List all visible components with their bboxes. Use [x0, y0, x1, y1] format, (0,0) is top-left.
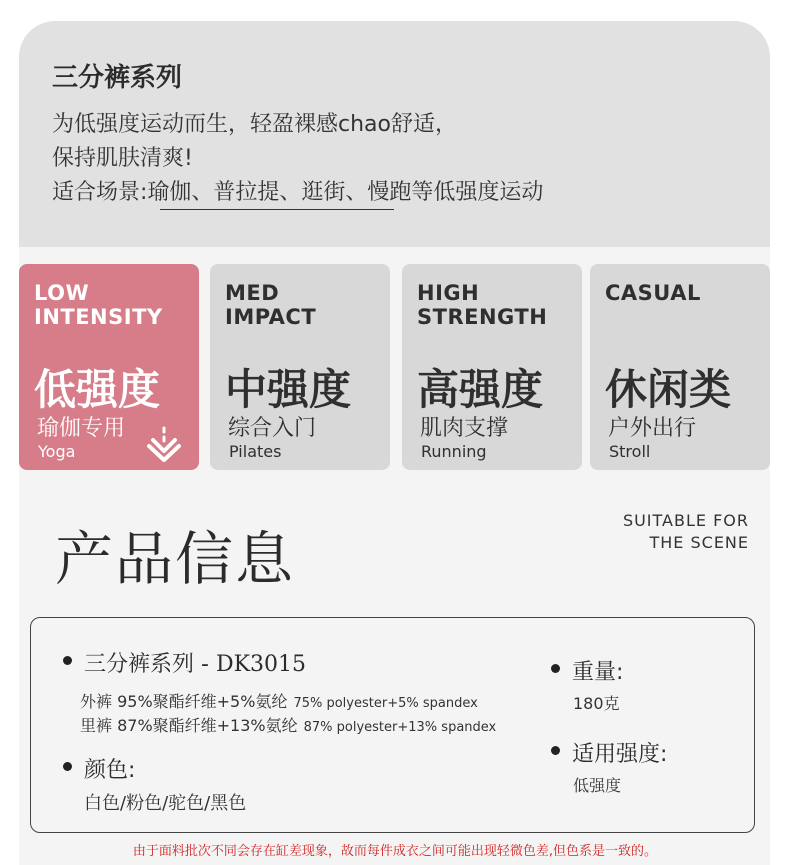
card-english-label: MED IMPACT	[225, 281, 317, 329]
series-header-panel	[19, 21, 770, 247]
card-subtitle: 综合入门	[228, 416, 317, 441]
card-subtitle: 肌肉支撑	[420, 416, 509, 441]
card-chinese-label: 低强度	[34, 365, 161, 414]
color-disclaimer: 由于面料批次不同会存在缸差现象，故而每件成衣之间可能出现轻微色差,但色系是一致的。	[132, 844, 658, 859]
product-info-heading: 产品信息	[55, 525, 296, 593]
color-label: 颜色:	[84, 758, 136, 783]
suitable-line-2: THE SCENE	[649, 533, 749, 552]
card-english-label: LOW INTENSITY	[34, 281, 163, 329]
card-low-intensity[interactable]	[19, 264, 199, 470]
card-subtitle: 瑜伽专用	[37, 416, 126, 441]
product-title	[84, 647, 306, 678]
description-line-3: 适合场景:瑜伽、普拉提、逛街、慢跑等低强度运动	[52, 180, 544, 205]
bullet-icon	[63, 762, 72, 771]
color-options: 白色/粉色/驼色/黑色	[84, 793, 247, 814]
intensity-value: 低强度	[573, 776, 622, 795]
description-line-2: 保持肌肤清爽!	[52, 146, 193, 171]
card-chinese-label: 高强度	[417, 365, 544, 414]
card-subtitle: 户外出行	[608, 416, 697, 441]
card-chinese-label: 休闲类	[605, 365, 732, 414]
card-chinese-label: 中强度	[225, 365, 352, 414]
card-english-label: HIGH STRENGTH	[417, 281, 548, 329]
card-english-label: CASUAL	[605, 281, 701, 305]
product-series-name: 三分裤系列 -	[84, 652, 216, 677]
inner-fabric-en: 87% polyester+13% spandex	[303, 720, 497, 735]
series-title: 三分裤系列	[52, 63, 183, 93]
weight-label: 重量:	[572, 660, 624, 685]
inner-fabric-zh: 里裤 87%聚酯纤维+13%氨纶	[80, 716, 298, 735]
bullet-icon	[63, 656, 72, 665]
suitable-for-scene-label	[623, 510, 749, 554]
bullet-icon	[551, 746, 560, 755]
product-info-box	[30, 617, 755, 833]
card-med-impact[interactable]	[210, 264, 390, 470]
card-high-strength[interactable]	[402, 264, 582, 470]
card-subtitle-english: Pilates	[229, 442, 282, 461]
chevron-down-icon	[145, 426, 183, 462]
suitable-line-1: SUITABLE FOR	[622, 511, 749, 530]
inner-fabric-row	[80, 713, 496, 736]
intensity-label: 适用强度:	[572, 742, 668, 767]
bullet-icon	[551, 664, 560, 673]
product-code: DK3015	[215, 652, 306, 677]
scene-underline	[160, 209, 394, 210]
card-subtitle-english: Yoga	[38, 442, 76, 461]
outer-fabric-row	[80, 689, 478, 712]
outer-fabric-zh: 外裤 95%聚酯纤维+5%氨纶	[80, 692, 288, 711]
card-casual[interactable]	[590, 264, 770, 470]
card-subtitle-english: Running	[421, 442, 487, 461]
weight-value: 180克	[573, 694, 620, 713]
outer-fabric-en: 75% polyester+5% spandex	[293, 696, 478, 711]
card-subtitle-english: Stroll	[609, 442, 651, 461]
description-line-1: 为低强度运动而生，轻盈裸感chao舒适，	[52, 112, 457, 137]
